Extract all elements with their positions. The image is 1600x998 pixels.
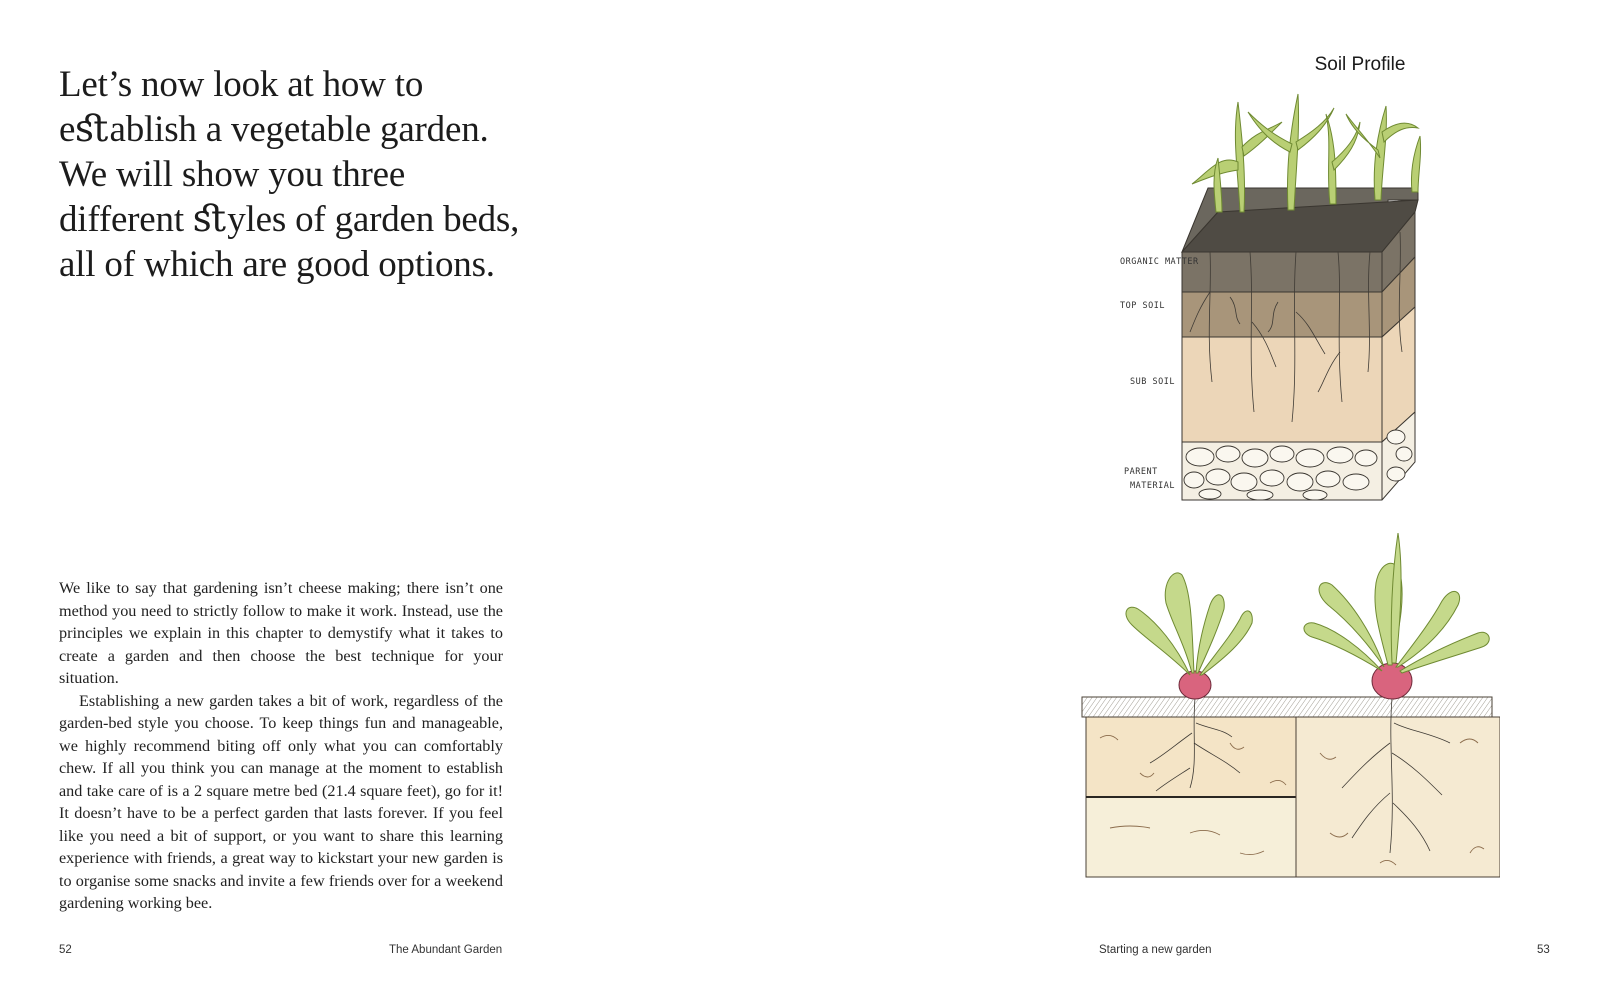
page-number: 52 bbox=[59, 944, 72, 956]
layer-label: MATERIAL bbox=[1130, 481, 1175, 491]
layer-label: TOP SOIL bbox=[1120, 301, 1165, 311]
headline-line: We will show you three bbox=[59, 154, 406, 195]
body-text bbox=[59, 577, 503, 915]
beetroot-bed-illustration bbox=[1080, 533, 1500, 888]
paragraph: Establishing a new garden takes a bit of work, regardless of the garden-bed style you choose. To keep things fun and manageable, we highly recommend biting off only what you can comfortably chew. If all you think you can manage at the moment to establish and take care of is a 2 square metre bed (21.4 square feet), go for it! It doesn’t have to be a perfect garden that lasts forever. If you feel like you need a bit of support, or you want to share this learning experience with friends, a great way to kickstart your new garden is to organise some snacks and invite a few friends over for a weekend gardening working bee. bbox=[59, 691, 503, 912]
garden-bed-cross-section bbox=[1082, 697, 1500, 877]
headline-line: Let’s now look at how to bbox=[59, 64, 424, 105]
layer-label: PARENT bbox=[1124, 467, 1158, 477]
beet-bulb-small bbox=[1179, 671, 1211, 699]
headline-line: eﬆablish a vegetable garden. bbox=[59, 109, 489, 150]
layer-label: SUB SOIL bbox=[1130, 377, 1175, 387]
layer-label: ORGANIC MATTER bbox=[1120, 257, 1199, 267]
bed-deep-layer bbox=[1296, 717, 1500, 877]
figure-title: Soil Profile bbox=[1314, 54, 1406, 75]
running-title: The Abundant Garden bbox=[389, 944, 503, 956]
running-title: Starting a new garden bbox=[1099, 944, 1212, 956]
headline bbox=[59, 62, 529, 287]
headline-line: different ﬆyles of garden beds, bbox=[59, 199, 520, 240]
soil-profile-illustration bbox=[1120, 92, 1440, 517]
paragraph: We like to say that gardening isn’t cheese making; there isn’t one method you need to strictly follow to make it work. Instead, use the principles we explain in this chapter to demystify what it takes to create a garden and then choose the best technique for your situation. bbox=[59, 579, 503, 687]
page-number: 53 bbox=[1537, 944, 1550, 956]
headline-line: all of which are good options. bbox=[59, 244, 495, 285]
right-page bbox=[800, 0, 1600, 998]
beet-leaves bbox=[1126, 533, 1489, 675]
bed-lower-layer bbox=[1086, 797, 1296, 877]
